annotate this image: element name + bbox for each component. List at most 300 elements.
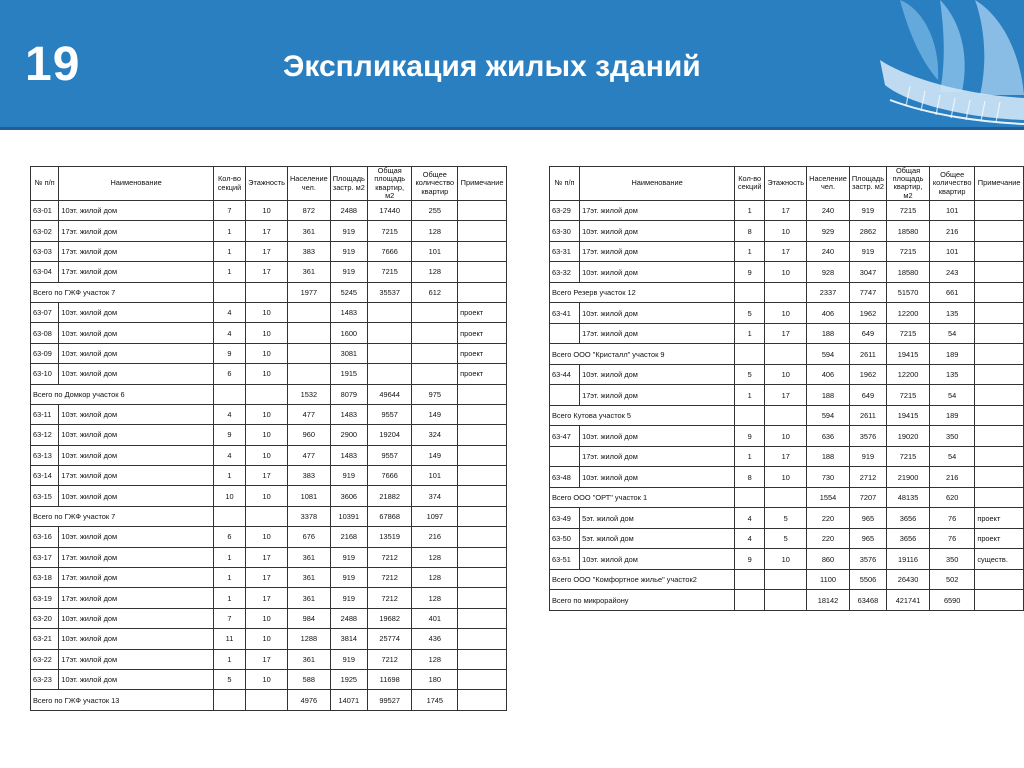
cell-note: проект (458, 343, 507, 363)
cell-apartments: 661 (930, 282, 975, 303)
cell-apartments: 243 (930, 262, 975, 283)
cell-name: 17эт. жилой дом (580, 323, 735, 344)
cell-name: 5эт. жилой дом (580, 508, 735, 529)
cell-sections: 1 (735, 446, 765, 467)
cell-sections (735, 590, 765, 611)
cell-note (975, 282, 1024, 303)
cell-note (975, 426, 1024, 447)
header-cell-number: № п/п (31, 167, 59, 201)
cell-number: 63-41 (550, 303, 580, 324)
cell-note (458, 221, 507, 241)
cell-sections: 10 (213, 486, 245, 506)
cell-floors: 10 (246, 302, 288, 322)
cell-total-area: 421741 (887, 590, 930, 611)
cell-apartments (412, 323, 458, 343)
cell-population: 18142 (807, 590, 850, 611)
cell-total-area: 7215 (887, 446, 930, 467)
cell-apartments: 216 (930, 221, 975, 242)
cell-note (458, 629, 507, 649)
cell-number (550, 385, 580, 406)
cell-total-area: 19682 (367, 608, 412, 628)
cell-population: 188 (807, 385, 850, 406)
cell-population: 361 (287, 649, 330, 669)
cell-population: 1288 (287, 629, 330, 649)
table-row (31, 649, 507, 669)
cell-sections: 1 (735, 385, 765, 406)
cell-floors: 17 (246, 568, 288, 588)
cell-name: 10эт. жилой дом (580, 549, 735, 570)
cell-footprint: 919 (849, 200, 886, 221)
table-row (31, 527, 507, 547)
cell-name: 10эт. жилой дом (59, 608, 213, 628)
cell-footprint: 965 (849, 508, 886, 529)
cell-apartments: 401 (412, 608, 458, 628)
cell-population: 383 (287, 241, 330, 261)
cell-apartments: 189 (930, 344, 975, 365)
cell-population (287, 343, 330, 363)
cell-name: 10эт. жилой дом (59, 364, 213, 384)
cell-apartments: 1097 (412, 506, 458, 526)
cell-note (458, 608, 507, 628)
cell-sections: 1 (213, 262, 245, 282)
cell-apartments: 135 (930, 303, 975, 324)
table-row (31, 608, 507, 628)
cell-apartments: 324 (412, 425, 458, 445)
cell-sections: 1 (213, 588, 245, 608)
cell-number: 63-20 (31, 608, 59, 628)
cell-name: 17эт. жилой дом (59, 588, 213, 608)
cell-sections: 1 (735, 323, 765, 344)
cell-floors: 17 (246, 588, 288, 608)
cell-number: 63-31 (550, 241, 580, 262)
table-row (31, 221, 507, 241)
cell-population: 1977 (287, 282, 330, 302)
total-label-cell: Всего по ГЖФ участок 7 (31, 282, 214, 302)
cell-sections: 9 (735, 549, 765, 570)
cell-note (975, 569, 1024, 590)
cell-name: 10эт. жилой дом (59, 486, 213, 506)
cell-floors (246, 384, 288, 404)
cell-name: 17эт. жилой дом (59, 241, 213, 261)
table-row (31, 445, 507, 465)
cell-floors: 17 (765, 385, 807, 406)
cell-footprint: 3081 (330, 343, 367, 363)
total-label-cell: Всего ООО "Кристалл" участок 9 (550, 344, 735, 365)
cell-footprint: 649 (849, 323, 886, 344)
cell-floors: 5 (765, 528, 807, 549)
cell-sections: 4 (213, 445, 245, 465)
cell-number: 63-01 (31, 201, 59, 221)
cell-apartments: 101 (930, 200, 975, 221)
cell-name: 10эт. жилой дом (59, 669, 213, 689)
cell-number: 63-15 (31, 486, 59, 506)
cell-sections: 1 (213, 547, 245, 567)
cell-footprint: 8079 (330, 384, 367, 404)
cell-apartments: 502 (930, 569, 975, 590)
cell-name: 17эт. жилой дом (59, 568, 213, 588)
header-cell-name: Наименование (580, 167, 735, 201)
cell-sections: 1 (213, 568, 245, 588)
cell-population (287, 302, 330, 322)
cell-footprint: 1915 (330, 364, 367, 384)
table-total-row (550, 282, 1024, 303)
cell-sections: 7 (213, 608, 245, 628)
total-label-cell: Всего по ГЖФ участок 13 (31, 690, 214, 710)
cell-note (458, 384, 507, 404)
cell-total-area (367, 323, 412, 343)
cell-floors: 17 (246, 241, 288, 261)
cell-footprint: 2862 (849, 221, 886, 242)
cell-name: 10эт. жилой дом (59, 629, 213, 649)
table-row (31, 404, 507, 424)
cell-footprint: 2488 (330, 201, 367, 221)
table-row (550, 508, 1024, 529)
cell-note (975, 303, 1024, 324)
cell-sections: 5 (735, 303, 765, 324)
cell-footprint: 919 (330, 221, 367, 241)
cell-name: 10эт. жилой дом (59, 343, 213, 363)
cell-population: 3378 (287, 506, 330, 526)
cell-note: проект (975, 528, 1024, 549)
right-table-header-row (550, 167, 1024, 201)
cell-total-area (367, 343, 412, 363)
cell-footprint: 649 (849, 385, 886, 406)
cell-note (975, 364, 1024, 385)
total-label-cell: Всего по Домкор участок 6 (31, 384, 214, 404)
cell-apartments: 216 (412, 527, 458, 547)
table-row (550, 364, 1024, 385)
table-row (550, 426, 1024, 447)
cell-name: 17эт. жилой дом (59, 221, 213, 241)
cell-sections: 9 (735, 262, 765, 283)
cell-footprint: 3576 (849, 426, 886, 447)
cell-note (458, 445, 507, 465)
cell-note (458, 588, 507, 608)
cell-sections (213, 384, 245, 404)
cell-population: 406 (807, 364, 850, 385)
cell-sections: 4 (213, 302, 245, 322)
cell-note (975, 405, 1024, 426)
cell-total-area: 35537 (367, 282, 412, 302)
cell-number: 63-07 (31, 302, 59, 322)
cell-number: 63-03 (31, 241, 59, 261)
cell-name: 17эт. жилой дом (580, 241, 735, 262)
cell-number: 63-13 (31, 445, 59, 465)
header-cell-number: № п/п (550, 167, 580, 201)
cell-number: 63-44 (550, 364, 580, 385)
cell-population: 594 (807, 344, 850, 365)
cell-floors: 5 (765, 508, 807, 529)
cell-note (975, 590, 1024, 611)
cell-floors: 10 (246, 343, 288, 363)
cell-sections: 9 (213, 343, 245, 363)
table-row (31, 568, 507, 588)
header-cell-total-area: Общая площадь квартир, м2 (887, 167, 930, 201)
table-row (31, 669, 507, 689)
cell-sections: 1 (213, 221, 245, 241)
cell-footprint: 2488 (330, 608, 367, 628)
cell-number: 63-04 (31, 262, 59, 282)
cell-floors: 10 (246, 425, 288, 445)
cell-note (458, 547, 507, 567)
cell-apartments: 128 (412, 262, 458, 282)
cell-total-area: 19415 (887, 344, 930, 365)
cell-sections: 1 (735, 241, 765, 262)
cell-name: 17эт. жилой дом (59, 547, 213, 567)
cell-floors (246, 690, 288, 710)
cell-population: 1100 (807, 569, 850, 590)
cell-floors: 10 (765, 364, 807, 385)
cell-population: 361 (287, 547, 330, 567)
cell-footprint: 919 (330, 588, 367, 608)
cell-note: проект (975, 508, 1024, 529)
cell-floors (246, 282, 288, 302)
cell-note: проект (458, 323, 507, 343)
cell-name: 17эт. жилой дом (59, 466, 213, 486)
cell-total-area: 49644 (367, 384, 412, 404)
cell-number: 63-22 (31, 649, 59, 669)
cell-floors: 10 (246, 527, 288, 547)
cell-floors: 10 (246, 323, 288, 343)
cell-number (550, 323, 580, 344)
cell-population: 361 (287, 221, 330, 241)
cell-floors: 10 (765, 262, 807, 283)
cell-number: 63-21 (31, 629, 59, 649)
cell-number (550, 446, 580, 467)
cell-name: 10эт. жилой дом (580, 467, 735, 488)
cell-total-area: 21882 (367, 486, 412, 506)
slide-number: 19 (25, 38, 81, 91)
cell-footprint: 919 (330, 547, 367, 567)
table-row (550, 323, 1024, 344)
cell-apartments: 149 (412, 404, 458, 424)
total-label-cell: Всего по микрорайону (550, 590, 735, 611)
cell-sections (735, 344, 765, 365)
cell-note (458, 241, 507, 261)
cell-apartments: 128 (412, 588, 458, 608)
cell-total-area (367, 364, 412, 384)
cell-footprint: 965 (849, 528, 886, 549)
cell-total-area: 19204 (367, 425, 412, 445)
slide-header (0, 0, 1024, 130)
cell-sections: 11 (213, 629, 245, 649)
cell-sections: 4 (213, 404, 245, 424)
cell-population: 960 (287, 425, 330, 445)
table-row (550, 262, 1024, 283)
cell-number: 63-08 (31, 323, 59, 343)
cell-total-area: 7215 (887, 241, 930, 262)
cell-number: 63-50 (550, 528, 580, 549)
table-total-row (31, 690, 507, 710)
cell-footprint: 919 (849, 446, 886, 467)
cell-floors: 10 (246, 201, 288, 221)
cell-note (458, 486, 507, 506)
cell-sections: 1 (213, 649, 245, 669)
cell-name: 10эт. жилой дом (580, 426, 735, 447)
cell-apartments: 101 (412, 466, 458, 486)
header-cell-note: Примечание (458, 167, 507, 201)
cell-population: 383 (287, 466, 330, 486)
cell-floors: 17 (765, 446, 807, 467)
cell-total-area: 48135 (887, 487, 930, 508)
total-label-cell: Всего Кутова участок 5 (550, 405, 735, 426)
cell-footprint: 919 (849, 241, 886, 262)
cell-sections (735, 282, 765, 303)
cell-population: 361 (287, 588, 330, 608)
cell-footprint: 3047 (849, 262, 886, 283)
cell-sections (213, 506, 245, 526)
cell-footprint: 63468 (849, 590, 886, 611)
cell-floors: 10 (765, 303, 807, 324)
cell-population: 588 (287, 669, 330, 689)
cell-sections (735, 487, 765, 508)
header-cell-note: Примечание (975, 167, 1024, 201)
cell-floors: 17 (246, 221, 288, 241)
cell-footprint: 3814 (330, 629, 367, 649)
cell-footprint: 919 (330, 262, 367, 282)
cell-apartments: 149 (412, 445, 458, 465)
table-total-row (550, 590, 1024, 611)
cell-floors: 10 (246, 486, 288, 506)
cell-name: 10эт. жилой дом (59, 201, 213, 221)
cell-total-area: 19020 (887, 426, 930, 447)
cell-note (975, 221, 1024, 242)
table-row (550, 200, 1024, 221)
cell-apartments: 128 (412, 568, 458, 588)
cell-name: 5эт. жилой дом (580, 528, 735, 549)
cell-footprint: 1962 (849, 364, 886, 385)
cell-footprint: 2168 (330, 527, 367, 547)
cell-number: 63-47 (550, 426, 580, 447)
cell-sections: 4 (213, 323, 245, 343)
cell-floors: 10 (246, 364, 288, 384)
table-row (31, 486, 507, 506)
right-table-body (550, 200, 1024, 610)
cell-apartments: 350 (930, 549, 975, 570)
cell-apartments: 101 (930, 241, 975, 262)
cell-total-area (367, 302, 412, 322)
cell-population (287, 364, 330, 384)
cell-population: 594 (807, 405, 850, 426)
cell-floors: 10 (765, 549, 807, 570)
cell-footprint: 5245 (330, 282, 367, 302)
left-table (30, 166, 507, 711)
cell-number: 63-19 (31, 588, 59, 608)
cell-total-area: 3656 (887, 528, 930, 549)
header-cell-population: Население чел. (807, 167, 850, 201)
cell-total-area: 11698 (367, 669, 412, 689)
cell-total-area: 19116 (887, 549, 930, 570)
cell-total-area: 3656 (887, 508, 930, 529)
cell-total-area: 51570 (887, 282, 930, 303)
table-row (31, 629, 507, 649)
cell-footprint: 2900 (330, 425, 367, 445)
table-row (550, 241, 1024, 262)
cell-floors: 10 (246, 629, 288, 649)
cell-apartments: 6590 (930, 590, 975, 611)
table-row (31, 425, 507, 445)
cell-apartments: 189 (930, 405, 975, 426)
cell-population: 477 (287, 445, 330, 465)
cell-apartments: 350 (930, 426, 975, 447)
cell-floors: 17 (246, 547, 288, 567)
table-row (550, 528, 1024, 549)
cell-total-area: 12200 (887, 303, 930, 324)
cell-apartments: 128 (412, 649, 458, 669)
cell-footprint: 2611 (849, 405, 886, 426)
cell-sections: 7 (213, 201, 245, 221)
total-label-cell: Всего по ГЖФ участок 7 (31, 506, 214, 526)
cell-note (458, 568, 507, 588)
header-cell-total-area: Общая площадь квартир, м2 (367, 167, 412, 201)
table-row (31, 323, 507, 343)
header-cell-sections: Кол-во секций (213, 167, 245, 201)
cell-footprint: 1962 (849, 303, 886, 324)
cell-sections: 4 (735, 528, 765, 549)
header-cell-name: Наименование (59, 167, 213, 201)
cell-note (458, 649, 507, 669)
cell-population: 220 (807, 528, 850, 549)
cell-footprint: 5506 (849, 569, 886, 590)
cell-note (975, 467, 1024, 488)
cell-population: 636 (807, 426, 850, 447)
cell-apartments: 135 (930, 364, 975, 385)
cell-apartments (412, 343, 458, 363)
cell-apartments: 54 (930, 446, 975, 467)
table-row (31, 262, 507, 282)
cell-total-area: 7215 (887, 200, 930, 221)
cell-footprint: 2611 (849, 344, 886, 365)
cell-apartments: 54 (930, 323, 975, 344)
cell-apartments: 436 (412, 629, 458, 649)
header-cell-sections: Кол-во секций (735, 167, 765, 201)
cell-name: 10эт. жилой дом (59, 445, 213, 465)
cell-name: 10эт. жилой дом (580, 364, 735, 385)
cell-apartments: 128 (412, 221, 458, 241)
cell-note: проект (458, 364, 507, 384)
cell-total-area: 9557 (367, 404, 412, 424)
cell-footprint: 7207 (849, 487, 886, 508)
cell-total-area: 12200 (887, 364, 930, 385)
cell-note (458, 425, 507, 445)
cell-number: 63-09 (31, 343, 59, 363)
cell-floors: 17 (246, 262, 288, 282)
cell-footprint: 919 (330, 568, 367, 588)
cell-floors: 10 (765, 467, 807, 488)
cell-sections: 5 (213, 669, 245, 689)
cell-note (458, 404, 507, 424)
cell-total-area: 19415 (887, 405, 930, 426)
cell-apartments: 620 (930, 487, 975, 508)
cell-footprint: 1483 (330, 404, 367, 424)
table-row (31, 547, 507, 567)
cell-name: 10эт. жилой дом (580, 303, 735, 324)
table-total-row (31, 282, 507, 302)
table-row (31, 588, 507, 608)
cell-floors (765, 344, 807, 365)
cell-sections (213, 690, 245, 710)
cell-population: 860 (807, 549, 850, 570)
cell-apartments: 101 (412, 241, 458, 261)
cell-sections (735, 405, 765, 426)
cell-floors (246, 506, 288, 526)
cell-number: 63-16 (31, 527, 59, 547)
cell-name: 10эт. жилой дом (59, 425, 213, 445)
table-row (31, 364, 507, 384)
header-cell-floors: Этажность (765, 167, 807, 201)
cell-sections (213, 282, 245, 302)
table-row (31, 343, 507, 363)
